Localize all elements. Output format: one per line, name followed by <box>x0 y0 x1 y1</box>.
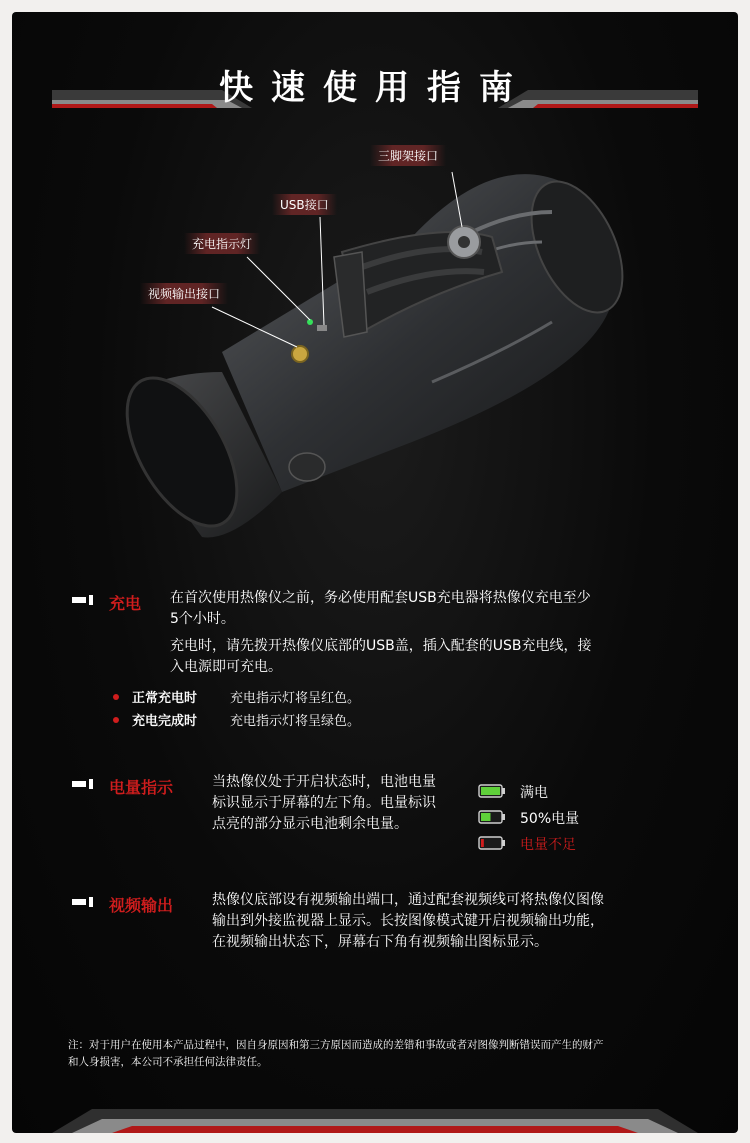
battery-icon <box>478 810 506 824</box>
video-line1: 热像仪底部设有视频输出端口，通过配套视频线可将热像仪图像 <box>212 892 604 908</box>
video-line3: 在视频输出状态下，屏幕右下角有视频输出图标显示。 <box>212 934 548 950</box>
bottom-stripe <box>52 1099 698 1133</box>
battery-fill <box>481 787 500 795</box>
bullet-dot <box>113 694 119 700</box>
video-output-label: 视频输出接口 <box>140 283 228 304</box>
battery-line1: 当热像仪处于开启状态时，电池电量 <box>212 774 436 790</box>
battery-level-label: 电量不足 <box>520 837 576 853</box>
charging-para1-line2: 5个小时。 <box>170 611 235 627</box>
video-line2: 输出到外接监视器上显示。长按图像模式键开启视频输出功能， <box>212 913 604 929</box>
thermal-monocular-illustration <box>112 142 652 552</box>
bullet-text-complete: 充电指示灯将呈绿色。 <box>230 714 361 729</box>
guide-card <box>12 12 738 1133</box>
bullet-text-normal: 充电指示灯将呈红色。 <box>230 691 361 706</box>
bullet-dot <box>113 717 119 723</box>
charge-indicator-label: 充电指示灯 <box>184 233 260 254</box>
usb-port-label: USB接口 <box>272 194 337 215</box>
battery-line2: 标识显示于屏幕的左下角。电量标识 <box>212 795 436 811</box>
note-line1: 注：对于用户在使用本产品过程中，因自身原因和第三方原因而造成的差错和事故或者对图像判断错误而产生的财产 <box>68 1039 604 1051</box>
charging-para2-line1: 充电时，请先拨开热像仪底部的USB盖，插入配套的USB充电线，接 <box>170 638 592 654</box>
charging-para2-line2: 入电源即可充电。 <box>170 659 282 675</box>
disclaimer-note <box>68 1037 693 1071</box>
section-marker <box>72 897 96 907</box>
charging-para1-line1: 在首次使用热像仪之前，务必使用配套USB充电器将热像仪充电至少 <box>170 590 591 606</box>
battery-fill <box>481 839 484 847</box>
bullet-label-complete: 充电完成时 <box>132 714 198 729</box>
note-line2: 和人身损害，本公司不承担任何法律责任。 <box>68 1056 268 1068</box>
battery-icon <box>478 784 506 798</box>
tripod-port-label: 三脚架接口 <box>370 145 446 166</box>
bullet-label-normal: 正常充电时 <box>132 691 198 706</box>
charging-title: 充电 <box>109 594 142 613</box>
battery-fill <box>481 813 491 821</box>
battery-icon <box>478 836 506 850</box>
battery-line3: 点亮的部分显示电池剩余电量。 <box>212 816 408 832</box>
section-marker <box>72 595 96 605</box>
battery-level-label: 50%电量 <box>520 811 580 827</box>
battery-title: 电量指示 <box>109 778 174 797</box>
video-title: 视频输出 <box>109 896 174 915</box>
page-title: 快速使用指南 <box>219 68 531 108</box>
section-marker <box>72 779 96 789</box>
battery-level-label: 满电 <box>520 785 548 801</box>
